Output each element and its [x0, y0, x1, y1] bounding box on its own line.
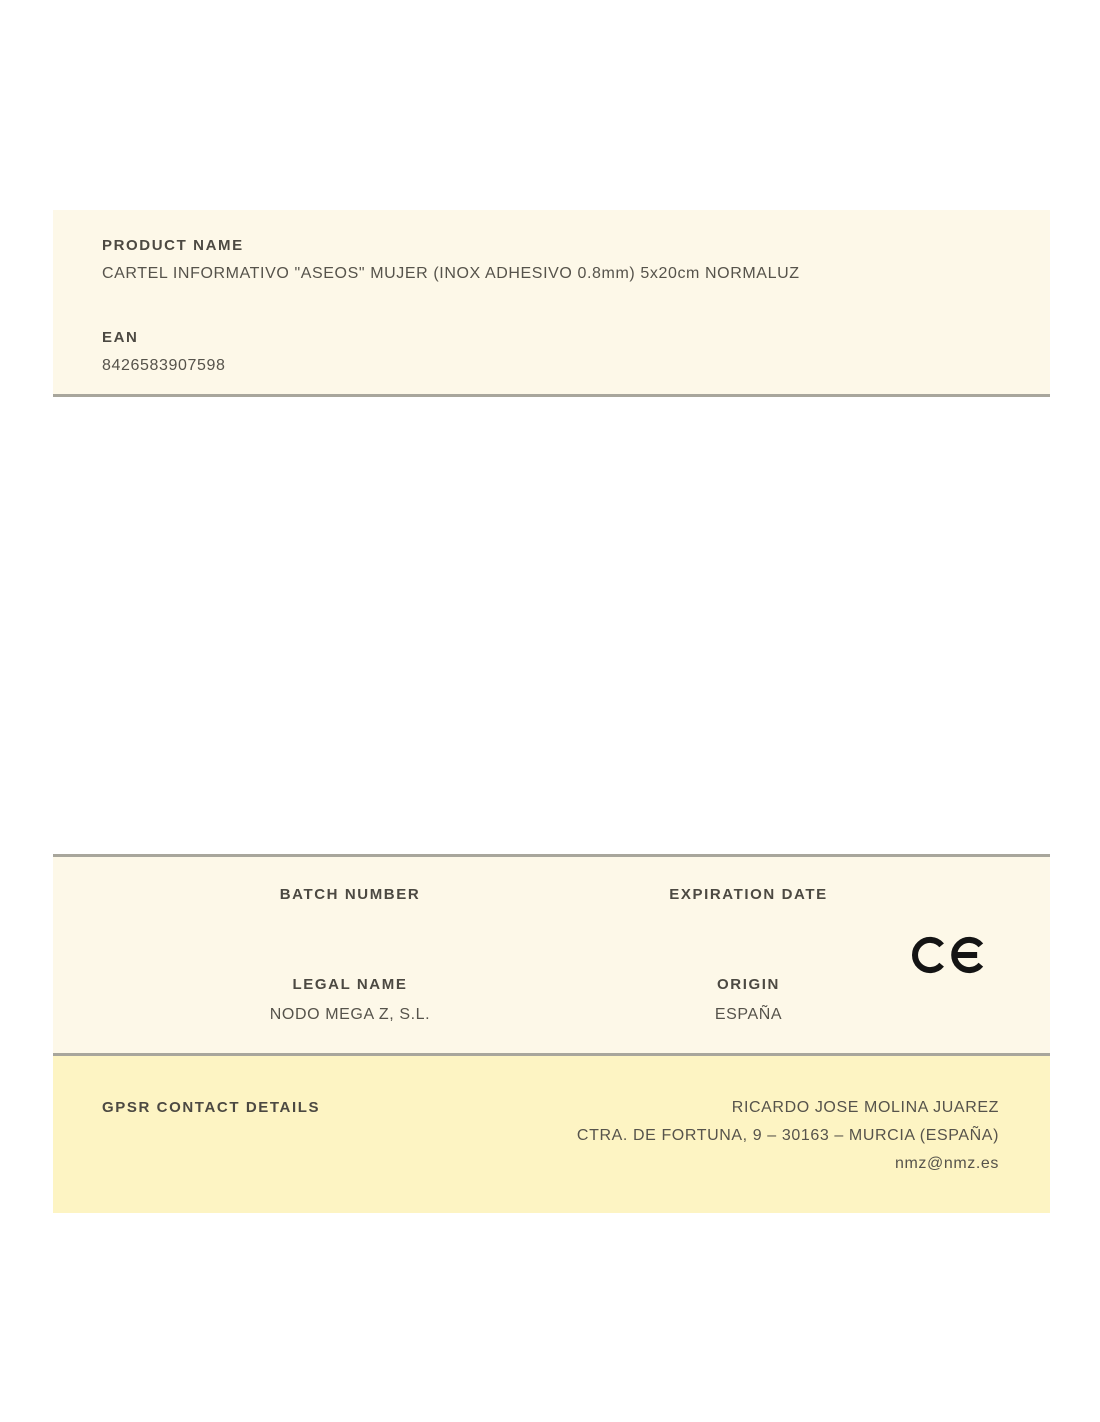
ean-field [102, 330, 1001, 374]
gpsr-contact-label: GPSR CONTACT DETAILS [102, 1099, 321, 1116]
details-column-left [53, 887, 647, 1023]
ean-value: 8426583907598 [102, 357, 226, 374]
ce-mark-icon [912, 925, 988, 985]
contact-address-line: CTRA. DE FORTUNA, 9 – 30163 – MURCIA (ESPAÑA) [576, 1127, 999, 1144]
origin-value: ESPAÑA [714, 1006, 783, 1023]
legal-name-field [53, 977, 647, 1023]
ean-label: EAN [102, 329, 139, 346]
legal-name-value: NODO MEGA Z, S.L. [269, 1006, 431, 1023]
product-name-field [102, 238, 1001, 282]
contact-section [53, 1056, 1050, 1213]
origin-label: ORIGIN [717, 976, 780, 993]
expiration-date-label: EXPIRATION DATE [669, 886, 828, 903]
contact-email-line: nmz@nmz.es [894, 1155, 999, 1172]
contact-name-line: RICARDO JOSE MOLINA JUAREZ [731, 1099, 999, 1116]
details-column-right [647, 887, 850, 1023]
origin-field [647, 977, 850, 1023]
ce-mark-container [850, 887, 1050, 1023]
product-name-value: CARTEL INFORMATIVO "ASEOS" MUJER (INOX ADHESIVO 0.8mm) 5x20cm NORMALUZ [102, 265, 800, 282]
product-section [53, 210, 1050, 397]
product-name-label: PRODUCT NAME [102, 237, 244, 254]
details-section [53, 854, 1050, 1056]
batch-number-label: BATCH NUMBER [279, 886, 421, 903]
legal-name-label: LEGAL NAME [292, 976, 408, 993]
gpsr-contact-lines [577, 1094, 999, 1178]
